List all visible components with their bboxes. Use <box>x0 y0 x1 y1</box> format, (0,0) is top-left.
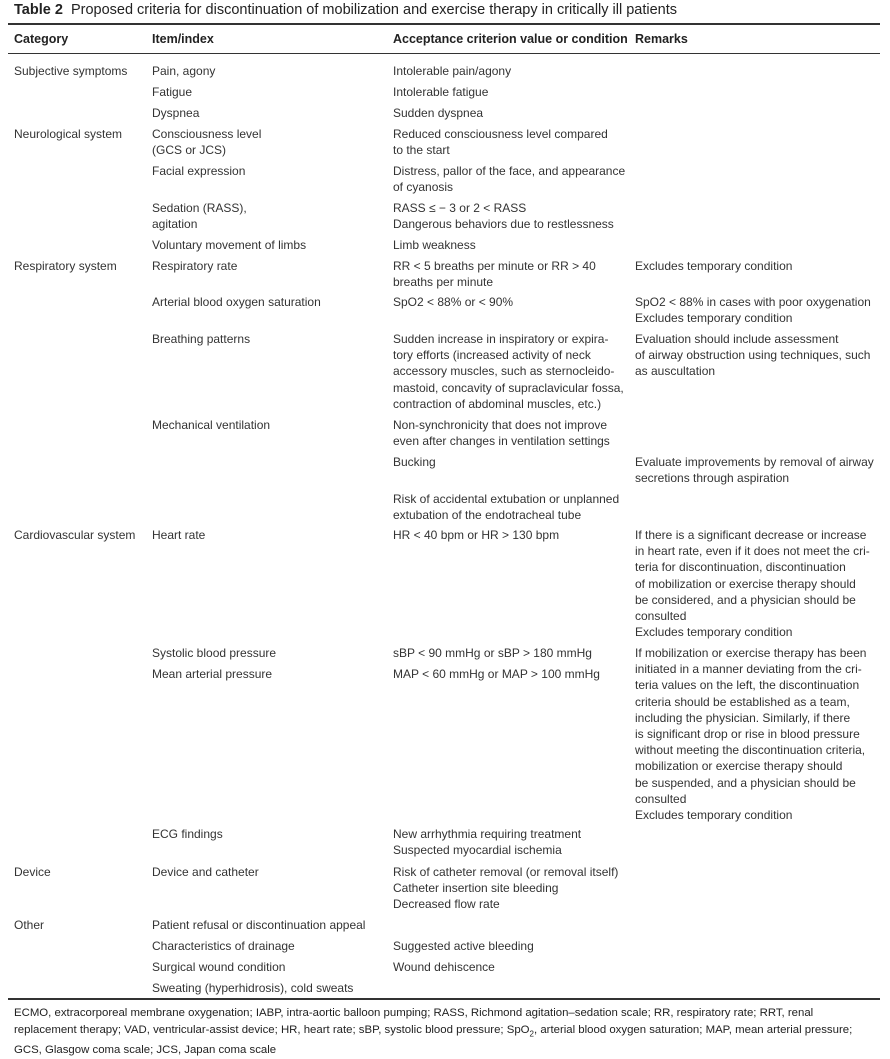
criterion-cell: Bucking <box>393 455 436 469</box>
criterion-cell: SpO2 < 88% or < 90% <box>393 295 514 309</box>
remarks-cell: Evaluate improvements by removal of airway secretions through aspiration <box>635 455 874 486</box>
footnote-text: , arterial blood oxygen saturation; MAP, mean arterial pressure; <box>534 1023 853 1036</box>
category-cell: Subjective symptoms <box>14 64 128 78</box>
criterion-cell: Intolerable pain/agony <box>393 64 512 78</box>
item-cell: Heart rate <box>152 528 206 542</box>
criterion-cell: Sudden increase in inspiratory or expira- tory efforts (increased activity of neck accessory muscles, such as sternocleido- mastoid, concavity of supraclavicular fossa, contraction of abdominal muscles, etc.) <box>393 332 624 411</box>
criterion-cell: Wound dehiscence <box>393 960 495 974</box>
criterion-cell: Sudden dyspnea <box>393 106 484 120</box>
header-category: Category <box>14 32 69 46</box>
item-cell: Mechanical ventilation <box>152 418 271 432</box>
top-rule <box>8 23 880 25</box>
remarks-cell: If mobilization or exercise therapy has been initiated in a manner deviating from the cri- teria values on the left, the discontinuation criteria should be established as a team, including the physician. Similarly, if there is significant drop or rise in blood pressure without meeting the discontinuation criteria, mobilization or exercise therapy should be suspended, and a physician should be consulted Excludes temporary condition <box>635 646 867 823</box>
remarks-cell: SpO2 < 88% in cases with poor oxygenation Excludes temporary condition <box>635 295 871 326</box>
criterion-cell: Risk of catheter removal (or removal itself) Catheter insertion site bleeding Decreased flow rate <box>393 865 619 912</box>
criterion-cell: Reduced consciousness level compared to the start <box>393 127 608 158</box>
category-cell: Neurological system <box>14 127 123 141</box>
footnote-line: ECMO, extracorporeal membrane oxygenation; IABP, intra-aortic balloon pumping; RASS, Richmond agitation–sedation scale; RR, respiratory rate; RRT, renal <box>14 1007 814 1019</box>
item-cell: Pain, agony <box>152 64 216 78</box>
footnote-line <box>14 1022 876 1043</box>
footnote-text: replacement therapy; VAD, ventricular-assist device; HR, heart rate; sBP, systolic blood pressure; SpO <box>14 1023 530 1036</box>
table-footnote <box>14 1005 876 1059</box>
item-cell: Patient refusal or discontinuation appeal <box>152 918 366 932</box>
criterion-cell: Limb weakness <box>393 238 476 252</box>
item-cell: Respiratory rate <box>152 259 238 273</box>
item-cell: Sedation (RASS), agitation <box>152 201 247 232</box>
criterion-cell: RR < 5 breaths per minute or RR > 40 breaths per minute <box>393 259 596 290</box>
criterion-cell: sBP < 90 mmHg or sBP > 180 mmHg <box>393 646 592 660</box>
item-cell: Facial expression <box>152 164 246 178</box>
item-cell: ECG findings <box>152 827 223 841</box>
item-cell: Arterial blood oxygen saturation <box>152 295 321 309</box>
item-cell: Breathing patterns <box>152 332 251 346</box>
item-cell: Mean arterial pressure <box>152 667 273 681</box>
criterion-cell: Intolerable fatigue <box>393 85 489 99</box>
category-cell: Other <box>14 918 45 932</box>
item-cell: Device and catheter <box>152 865 259 879</box>
footnote-line: GCS, Glasgow coma scale; JCS, Japan coma scale <box>14 1044 277 1057</box>
criterion-cell: Distress, pallor of the face, and appearance of cyanosis <box>393 164 626 195</box>
item-cell: Surgical wound condition <box>152 960 286 974</box>
table-caption <box>14 2 677 18</box>
remarks-cell: Evaluation should include assessment of airway obstruction using techniques, such as auscultation <box>635 332 871 379</box>
item-cell: Voluntary movement of limbs <box>152 238 307 252</box>
category-cell: Device <box>14 865 51 879</box>
item-cell: Characteristics of drainage <box>152 939 295 953</box>
remarks-cell: Excludes temporary condition <box>635 259 793 273</box>
criterion-cell: New arrhythmia requiring treatment Suspected myocardial ischemia <box>393 827 582 858</box>
table-number: Table 2 <box>14 2 63 18</box>
item-cell: Fatigue <box>152 85 193 99</box>
criterion-cell: HR < 40 bpm or HR > 130 bpm <box>393 528 560 542</box>
header-item-index: Item/index <box>152 32 214 46</box>
remarks-cell: If there is a significant decrease or increase in heart rate, even if it does not meet the cri- teria for discontinuation, discontinuation of mobilization or exercise therapy should be considered, and a physician should be consulted Excludes temporary condition <box>635 528 870 640</box>
item-cell: Consciousness level (GCS or JCS) <box>152 127 262 158</box>
footnote-subscript: 2 <box>529 1028 534 1038</box>
category-cell: Respiratory system <box>14 259 117 273</box>
bottom-rule <box>8 998 880 1000</box>
category-cell: Cardiovascular system <box>14 528 136 542</box>
header-remarks: Remarks <box>635 32 688 46</box>
item-cell: Sweating (hyperhidrosis), cold sweats <box>152 981 354 995</box>
item-cell: Dyspnea <box>152 106 200 120</box>
header-criterion: Acceptance criterion value or condition <box>393 32 628 46</box>
criterion-cell: Non-synchronicity that does not improve even after changes in ventilation settings <box>393 418 610 449</box>
table-title: Proposed criteria for discontinuation of mobilization and exercise therapy in critically ill patients <box>70 2 678 18</box>
header-rule <box>8 53 880 54</box>
criterion-cell: RASS ≤ − 3 or 2 < RASS Dangerous behaviors due to restlessness <box>393 201 614 232</box>
criterion-cell: Risk of accidental extubation or unplanned extubation of the endotracheal tube <box>393 492 620 523</box>
item-cell: Systolic blood pressure <box>152 646 277 660</box>
criterion-cell: MAP < 60 mmHg or MAP > 100 mmHg <box>393 667 600 681</box>
criterion-cell: Suggested active bleeding <box>393 939 534 953</box>
